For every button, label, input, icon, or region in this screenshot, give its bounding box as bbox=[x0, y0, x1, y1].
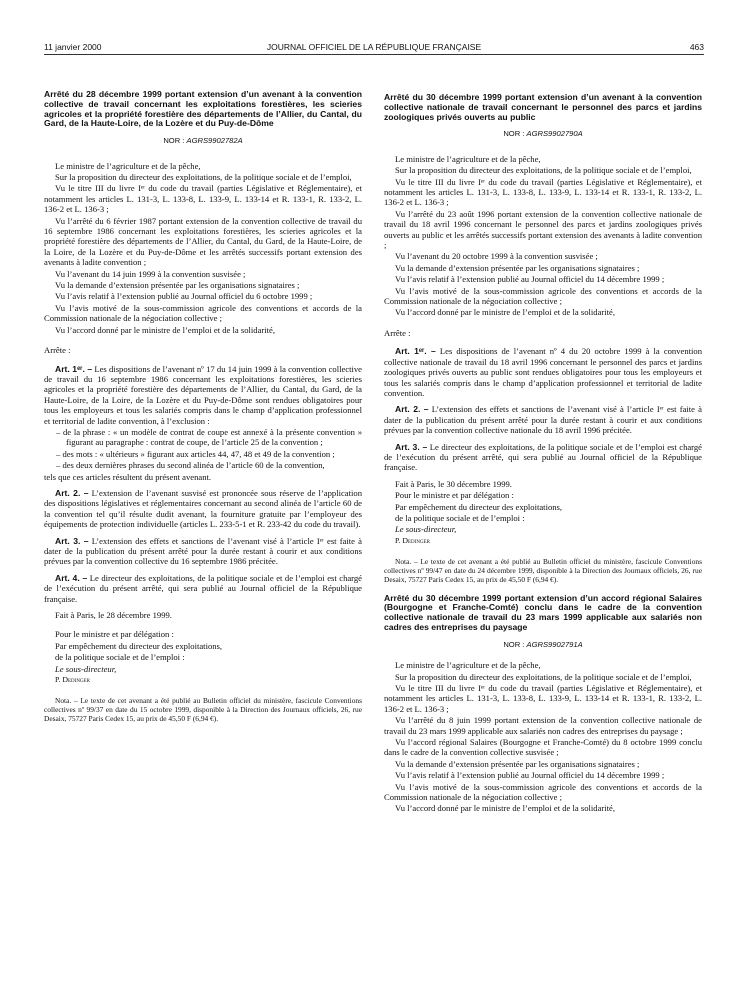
nota: Nota. – Le texte de cet avenant a été publié au Bulletin officiel du ministère, fascicule Conventions collectives nº 99/47 en date du 24 décembre 1999, disponible à la Direction des Journaux officiels, 26, rue Desaix, 75727 Paris Cedex 15, au prix de 45,50 F (6,94 €). bbox=[384, 557, 702, 584]
nor-reference: NOR : AGRS9902782A bbox=[163, 136, 243, 146]
article-1: Art. 1ᵉʳ. – Les dispositions de l’avenant nº 17 du 14 juin 1999 à la convention collective de travail du 16 septembre 1986 concernant les exploitations forestières, les scieries agricoles et la propriété forestière des départements de l’Allier, du Cantal, du Gard, de la Haute-Loire, de la Loire, de la Lozère et du Puy-de-Dôme sont rendues obligatoires pour tous les employeurs et tous les salariés compris dans le champ d’application professionnel et territorial de ladite convention, à l’exclusion : bbox=[44, 363, 362, 426]
exclusion-item: – des deux dernières phrases du second alinéa de l’article 60 de la convention, bbox=[56, 460, 325, 471]
signature-line: Pour le ministre et par délégation : bbox=[395, 490, 514, 501]
right-column bbox=[384, 93, 702, 815]
paragraph: Vu l’accord donné par le ministre de l’emploi et de la solidarité, bbox=[395, 803, 615, 814]
page-number: 463 bbox=[689, 42, 704, 52]
exclusion-item: – de la phrase : « un modèle de contrat de coupe est annexé à la présente convention » figurant au paragraphe : contrat de coupe, de l’article 25 de la convention ; bbox=[56, 426, 362, 448]
nota: Nota. – Le texte de cet avenant a été publié au Bulletin officiel du ministère, fascicule Conventions collectives nº 99/37 en date du 15 octobre 1999, disponible à la Direction des Journaux officiels, 26, rue Desaix, 75727 Paris Cedex 15, au prix de 45,50 F (6,94 €). bbox=[44, 696, 362, 724]
decree-title: Arrêté du 30 décembre 1999 portant extension d’un accord régional Salaires (Bourgogne et Franche-Comté) conclu dans le cadre de la convention collective nationale de travail du 23 mars 1999 applicable aux salariés non cadres des entreprises du paysage bbox=[384, 592, 702, 632]
signatory-name: P. Dedinger bbox=[55, 675, 90, 685]
nor-reference: NOR : AGRS9902791A bbox=[503, 639, 583, 649]
paragraph: Sur la proposition du directeur des exploitations, de la politique sociale et de l’emploi, bbox=[55, 172, 352, 182]
paragraph: Vu l’arrêté du 8 juin 1999 portant extension de la convention collective nationale de travail du 23 mars 1999 applicable aux salariés non cadres des entreprises du paysage ; bbox=[384, 715, 702, 736]
left-column bbox=[44, 90, 362, 725]
article-3: Art. 3. – L’extension des effets et sanctions de l’avenant visé à l’article Iᵉʳ est faite à dater de la publication du présent arrêté pour la durée restant à courir et aux conditions prévues par la convention collective du 16 septembre 1986 précitée. bbox=[44, 535, 362, 567]
signature-title: Le sous-directeur, bbox=[55, 663, 117, 674]
paragraph: Sur la proposition du directeur des exploitations, de la politique sociale et de l’emploi, bbox=[395, 165, 692, 176]
decree-title: Arrêté du 28 décembre 1999 portant extension d’un avenant à la convention collective de travail concernant les exploitations forestières, les scieries agricoles et la propriété forestière des départements de l’Allier, du Cantal, du Gard, de la Haute-Loire, de la Lozère et du Puy-de-Dôme bbox=[44, 89, 362, 129]
signature-title: Le sous-directeur, bbox=[395, 524, 457, 535]
paragraph: Vu l’avis relatif à l’extension publié au Journal officiel du 14 décembre 1999 ; bbox=[395, 770, 665, 781]
paragraph: Vu l’avis motivé de la sous-commission agricole des conventions et accords de la Commission nationale de la négociation collective ; bbox=[384, 781, 702, 803]
paragraph: Vu l’avis motivé de la sous-commission agricole des conventions et accords de la Commission nationale de la négociation collective ; bbox=[44, 302, 362, 324]
paragraph: Le ministre de l’agriculture et de la pêche, bbox=[395, 660, 541, 671]
running-header bbox=[44, 42, 704, 55]
paragraph: Vu l’avis motivé de la sous-commission agricole des conventions et accords de la Commission nationale de la négociation collective ; bbox=[384, 285, 702, 307]
decree-title: Arrêté du 30 décembre 1999 portant extension d’un avenant à la convention collective nationale de travail concernant le personnel des parcs et jardins zoologiques privés ouverts au public bbox=[384, 92, 702, 122]
paragraph: Vu l’accord donné par le ministre de l’emploi et de la solidarité, bbox=[55, 324, 275, 335]
header-date: 11 janvier 2000 bbox=[44, 42, 102, 52]
paragraph: Vu la demande d’extension présentée par les organisations signataires ; bbox=[395, 758, 640, 769]
paragraph: Vu la demande d’extension présentée par les organisations signataires ; bbox=[395, 262, 640, 273]
date-line: Fait à Paris, le 30 décembre 1999. bbox=[395, 478, 512, 489]
paragraph: Sur la proposition du directeur des exploitations, de la politique sociale et de l’emploi, bbox=[395, 671, 692, 682]
exclusion-item: – des mots : « ultérieurs » figurant aux articles 44, 47, 48 et 49 de la convention ; bbox=[56, 448, 335, 459]
paragraph: Vu la demande d’extension présentée par les organisations signataires ; bbox=[55, 280, 300, 291]
paragraph: Vu l’avenant du 14 juin 1999 à la convention susvisée ; bbox=[55, 268, 246, 279]
paragraph: Le ministre de l’agriculture et de la pêche, bbox=[395, 153, 541, 164]
signature-line: de la politique sociale et de l’emploi : bbox=[55, 652, 185, 663]
paragraph: Vu le titre III du livre Iᵉʳ du code du travail (parties Législative et Réglementaire), et notamment les articles L. 131-3, L. 133-8, L. 133-9, L. 133-14 et R. 133-1, R. 133-2, L. 136-2 et L. 136-3 ; bbox=[44, 183, 362, 215]
paragraph: Vu l’accord donné par le ministre de l’emploi et de la solidarité, bbox=[395, 307, 615, 318]
paragraph: Vu l’accord régional Salaires (Bourgogne et Franche-Comté) du 8 octobre 1999 conclu dans le cadre de la convention collective susvisée ; bbox=[384, 737, 702, 758]
journal-title: JOURNAL OFFICIEL DE LA RÉPUBLIQUE FRANÇAISE bbox=[266, 42, 482, 52]
arrete-heading: Arrête : bbox=[44, 345, 71, 356]
date-line: Fait à Paris, le 28 décembre 1999. bbox=[55, 610, 172, 621]
signature-line: Pour le ministre et par délégation : bbox=[55, 629, 174, 640]
signature-line: Par empêchement du directeur des exploitations, bbox=[395, 501, 563, 512]
paragraph: tels que ces articles résultent du présent avenant. bbox=[44, 471, 212, 482]
signature-line: de la politique sociale et de l’emploi : bbox=[395, 512, 525, 523]
article-1: Art. 1ᵉʳ. – Les dispositions de l’avenant nº 4 du 20 octobre 1999 à la convention collective nationale de travail du 18 avril 1996 concernant le personnel des parcs et jardins zoologiques privés ouverts au public sont rendues obligatoires pour tous les employeurs et tous les salariés compris dans le champ d’application professionnel et territorial de ladite convention. bbox=[384, 346, 703, 398]
signatory-name: P. Dedinger bbox=[395, 535, 430, 545]
article-2: Art. 2. – L’extension de l’avenant susvisé est prononcée sous réserve de l’application des dispositions législatives et réglementaires concernant au second alinéa de l’article 60 de la convention tel qu’il résulte dudit avenant, la fourniture gratuite par l’employeur des équipements de protection individuelle (articles L. 233-5-1 et R. 233-42 du code du travail). bbox=[44, 487, 362, 530]
article-4: Art. 4. – Le directeur des exploitations, de la politique sociale et de l’emploi est chargé de l’exécution du présent arrêté, qui sera publié au Journal officiel de la République française. bbox=[44, 572, 362, 604]
article-2: Art. 2. – L’extension des effets et sanctions de l’avenant visé à l’article Iᵉʳ est faite à dater de la publication du présent arrêté pour la durée restant à courir et aux conditions prévues par la convention collective nationale du 18 avril 1996 précitée. bbox=[384, 404, 702, 436]
paragraph: Vu l’arrêté du 23 août 1996 portant extension de la convention collective nationale de travail du 18 avril 1996 concernant le personnel des parcs et jardins zoologiques privés ouverts au public et les arrêtés successifs portant extension des avenants à ladite convention ; bbox=[384, 208, 702, 251]
signature-line: Par empêchement du directeur des exploitations, bbox=[55, 640, 223, 651]
paragraph: Vu l’arrêté du 6 février 1987 portant extension de la convention collective de travail du 16 septembre 1986 concernant les exploitations forestières, les scieries agricoles et la propriété forestière des départements de l’Allier, du Cantal, du Gard, de la Haute-Loire, de la Loire, de la Lozère et du Puy-de-Dôme et les arrêtés successifs portant extension des avenants à ladite convention ; bbox=[44, 215, 362, 268]
paragraph: Vu le titre III du livre Iᵉʳ du code du travail (parties Législative et Réglementaire), et notamment les articles L. 131-3, L. 133-8, L. 133-9, L. 133-14 et R. 133-1, R. 133-2, L. 136-2 et L. 136-3 ; bbox=[384, 176, 702, 208]
paragraph: Vu l’avis relatif à l’extension publié au Journal officiel du 14 décembre 1999 ; bbox=[395, 274, 665, 285]
arrete-heading: Arrête : bbox=[384, 327, 411, 338]
nor-reference: NOR : AGRS9902790A bbox=[503, 129, 583, 139]
paragraph: Vu le titre III du livre Iᵉʳ du code du travail (parties Législative et Réglementaire), et notamment les articles L. 131-3, L. 133-8, L. 133-9, L. 133-14 et R. 133-1, R. 133-2, L. 136-2 et L. 136-3 ; bbox=[384, 683, 702, 714]
paragraph: Vu l’avenant du 20 octobre 1999 à la convention susvisée ; bbox=[395, 251, 598, 262]
article-3: Art. 3. – Le directeur des exploitations, de la politique sociale et de l’emploi est chargé de l’exécution du présent arrêté, qui sera publié au Journal officiel de la République française. bbox=[384, 441, 702, 473]
paragraph: Le ministre de l’agriculture et de la pêche, bbox=[55, 160, 201, 171]
paragraph: Vu l’avis relatif à l’extension publié au Journal officiel du 6 octobre 1999 ; bbox=[55, 291, 313, 302]
